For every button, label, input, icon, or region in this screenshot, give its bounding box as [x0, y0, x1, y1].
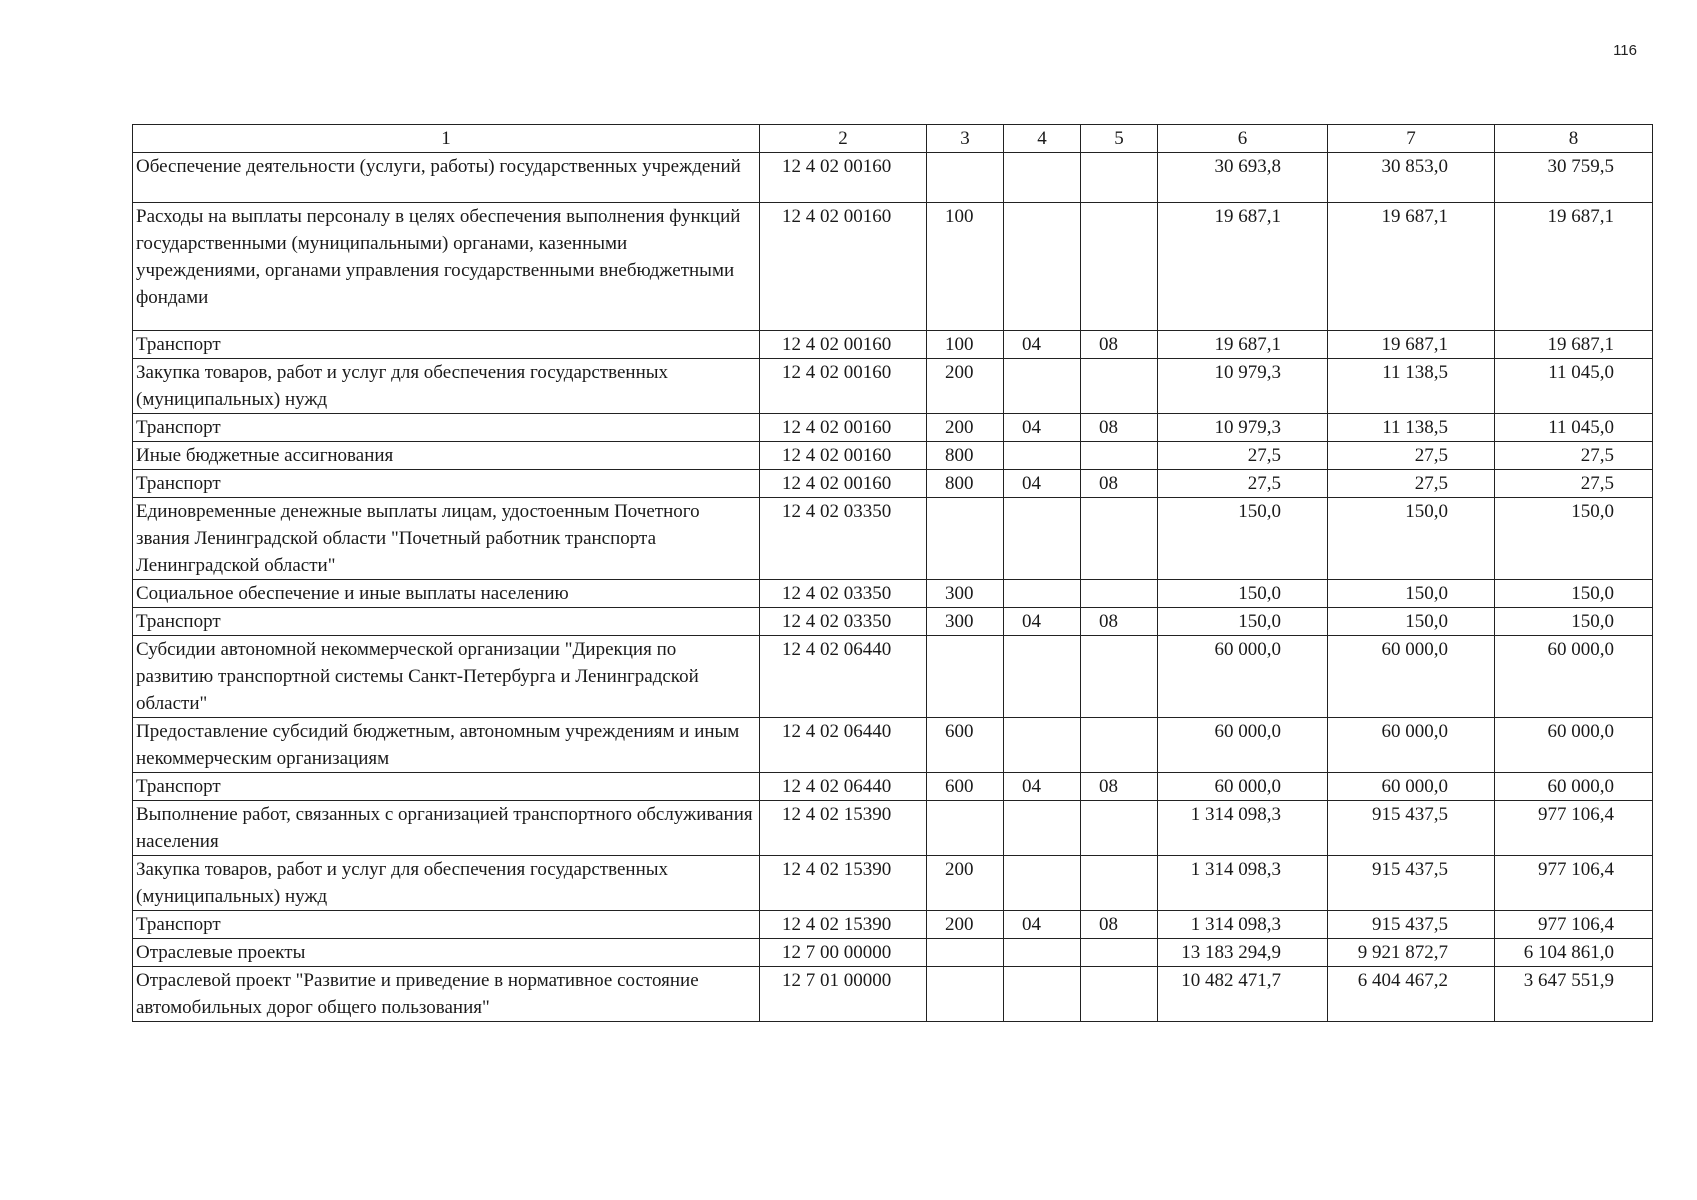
row-col3 — [927, 153, 1004, 203]
row-code: 12 4 02 03350 — [760, 608, 927, 636]
table-body — [133, 125, 1653, 1022]
row-col3 — [927, 498, 1004, 580]
budget-table — [132, 124, 1653, 1022]
row-value-8: 19 687,1 — [1495, 203, 1653, 331]
row-col5: 08 — [1081, 911, 1158, 939]
row-col4 — [1004, 718, 1081, 773]
table-row — [133, 718, 1653, 773]
row-name: Отраслевые проекты — [133, 939, 760, 967]
row-name: Транспорт — [133, 331, 760, 359]
row-code: 12 4 02 00160 — [760, 331, 927, 359]
row-name: Закупка товаров, работ и услуг для обеспечения государственных (муниципальных) нужд — [133, 359, 760, 414]
row-value-8: 3 647 551,9 — [1495, 967, 1653, 1022]
header-cell: 3 — [927, 125, 1004, 153]
row-code: 12 4 02 00160 — [760, 414, 927, 442]
row-value-8: 60 000,0 — [1495, 636, 1653, 718]
table-row — [133, 414, 1653, 442]
row-value-6: 10 482 471,7 — [1158, 967, 1328, 1022]
table-row — [133, 498, 1653, 580]
row-col3 — [927, 636, 1004, 718]
row-value-7: 11 138,5 — [1328, 359, 1495, 414]
row-code: 12 4 02 00160 — [760, 203, 927, 331]
row-value-6: 30 693,8 — [1158, 153, 1328, 203]
row-col3 — [927, 939, 1004, 967]
row-value-7: 60 000,0 — [1328, 718, 1495, 773]
row-value-7: 150,0 — [1328, 608, 1495, 636]
row-value-6: 150,0 — [1158, 608, 1328, 636]
row-col5 — [1081, 442, 1158, 470]
header-cell: 7 — [1328, 125, 1495, 153]
row-col4 — [1004, 856, 1081, 911]
row-col5 — [1081, 153, 1158, 203]
row-code: 12 4 02 00160 — [760, 359, 927, 414]
row-value-7: 11 138,5 — [1328, 414, 1495, 442]
row-value-6: 19 687,1 — [1158, 203, 1328, 331]
row-code: 12 4 02 00160 — [760, 442, 927, 470]
table-row — [133, 773, 1653, 801]
row-col3: 800 — [927, 442, 1004, 470]
row-value-7: 27,5 — [1328, 470, 1495, 498]
row-col4: 04 — [1004, 331, 1081, 359]
row-col3: 200 — [927, 359, 1004, 414]
row-value-8: 150,0 — [1495, 608, 1653, 636]
row-value-7: 60 000,0 — [1328, 773, 1495, 801]
row-value-6: 1 314 098,3 — [1158, 801, 1328, 856]
row-value-6: 27,5 — [1158, 470, 1328, 498]
row-name: Единовременные денежные выплаты лицам, удостоенным Почетного звания Ленинградской области "Почетный работник транспорта Ленинградской области" — [133, 498, 760, 580]
row-value-6: 150,0 — [1158, 498, 1328, 580]
row-value-6: 1 314 098,3 — [1158, 911, 1328, 939]
row-col5: 08 — [1081, 470, 1158, 498]
row-value-8: 11 045,0 — [1495, 359, 1653, 414]
table-row — [133, 608, 1653, 636]
row-col3: 800 — [927, 470, 1004, 498]
row-code: 12 4 02 06440 — [760, 718, 927, 773]
row-col4 — [1004, 636, 1081, 718]
table-row — [133, 856, 1653, 911]
row-value-7: 30 853,0 — [1328, 153, 1495, 203]
row-value-6: 10 979,3 — [1158, 414, 1328, 442]
row-col4: 04 — [1004, 773, 1081, 801]
table-row — [133, 636, 1653, 718]
row-col4: 04 — [1004, 911, 1081, 939]
row-value-8: 27,5 — [1495, 470, 1653, 498]
row-col5 — [1081, 718, 1158, 773]
row-code: 12 4 02 00160 — [760, 470, 927, 498]
row-name: Социальное обеспечение и иные выплаты населению — [133, 580, 760, 608]
row-value-7: 150,0 — [1328, 580, 1495, 608]
row-col5 — [1081, 359, 1158, 414]
row-col4 — [1004, 498, 1081, 580]
row-col5: 08 — [1081, 414, 1158, 442]
table-row — [133, 939, 1653, 967]
row-code: 12 4 02 03350 — [760, 498, 927, 580]
row-col3 — [927, 801, 1004, 856]
row-name: Транспорт — [133, 414, 760, 442]
table-row — [133, 203, 1653, 331]
row-col4 — [1004, 967, 1081, 1022]
header-cell: 6 — [1158, 125, 1328, 153]
row-code: 12 7 01 00000 — [760, 967, 927, 1022]
row-col3: 200 — [927, 414, 1004, 442]
row-code: 12 4 02 00160 — [760, 153, 927, 203]
row-value-7: 6 404 467,2 — [1328, 967, 1495, 1022]
row-code: 12 4 02 15390 — [760, 801, 927, 856]
page-number: 116 — [1613, 42, 1637, 59]
row-value-6: 13 183 294,9 — [1158, 939, 1328, 967]
table-row — [133, 359, 1653, 414]
row-col3: 100 — [927, 203, 1004, 331]
row-col5 — [1081, 801, 1158, 856]
header-cell: 8 — [1495, 125, 1653, 153]
row-value-6: 27,5 — [1158, 442, 1328, 470]
row-value-7: 150,0 — [1328, 498, 1495, 580]
row-value-7: 19 687,1 — [1328, 203, 1495, 331]
row-code: 12 4 02 06440 — [760, 773, 927, 801]
row-value-8: 150,0 — [1495, 498, 1653, 580]
row-col4 — [1004, 359, 1081, 414]
row-value-8: 977 106,4 — [1495, 801, 1653, 856]
row-col3 — [927, 967, 1004, 1022]
header-cell: 5 — [1081, 125, 1158, 153]
row-value-8: 6 104 861,0 — [1495, 939, 1653, 967]
row-value-6: 60 000,0 — [1158, 636, 1328, 718]
row-value-6: 60 000,0 — [1158, 773, 1328, 801]
row-value-7: 9 921 872,7 — [1328, 939, 1495, 967]
row-col3: 300 — [927, 580, 1004, 608]
row-name: Обеспечение деятельности (услуги, работы) государственных учреждений — [133, 153, 760, 203]
row-col4 — [1004, 801, 1081, 856]
row-name: Иные бюджетные ассигнования — [133, 442, 760, 470]
table-row — [133, 153, 1653, 203]
row-col3: 100 — [927, 331, 1004, 359]
row-value-7: 915 437,5 — [1328, 911, 1495, 939]
row-code: 12 4 02 15390 — [760, 911, 927, 939]
row-name: Субсидии автономной некоммерческой организации "Дирекция по развитию транспортной системы Санкт-Петербурга и Ленинградской области" — [133, 636, 760, 718]
row-col5 — [1081, 939, 1158, 967]
row-code: 12 4 02 06440 — [760, 636, 927, 718]
table-row — [133, 442, 1653, 470]
row-col3: 200 — [927, 911, 1004, 939]
row-col3: 600 — [927, 773, 1004, 801]
row-value-7: 19 687,1 — [1328, 331, 1495, 359]
row-col5 — [1081, 856, 1158, 911]
row-name: Закупка товаров, работ и услуг для обеспечения государственных (муниципальных) нужд — [133, 856, 760, 911]
row-col5: 08 — [1081, 608, 1158, 636]
row-col4 — [1004, 153, 1081, 203]
header-cell: 1 — [133, 125, 760, 153]
row-code: 12 7 00 00000 — [760, 939, 927, 967]
row-col4 — [1004, 939, 1081, 967]
table-row — [133, 967, 1653, 1022]
row-value-6: 10 979,3 — [1158, 359, 1328, 414]
row-name: Расходы на выплаты персоналу в целях обеспечения выполнения функций государственными (муниципальными) органами, казенными учреждениями, органами управления государственными внебюджетными фондами — [133, 203, 760, 331]
row-value-6: 60 000,0 — [1158, 718, 1328, 773]
row-col5: 08 — [1081, 773, 1158, 801]
row-value-6: 19 687,1 — [1158, 331, 1328, 359]
row-name: Транспорт — [133, 470, 760, 498]
table-row — [133, 580, 1653, 608]
row-col5 — [1081, 498, 1158, 580]
row-name: Предоставление субсидий бюджетным, автономным учреждениям и иным некоммерческим организациям — [133, 718, 760, 773]
row-value-6: 1 314 098,3 — [1158, 856, 1328, 911]
row-col3: 300 — [927, 608, 1004, 636]
row-value-8: 150,0 — [1495, 580, 1653, 608]
row-value-8: 977 106,4 — [1495, 911, 1653, 939]
row-code: 12 4 02 15390 — [760, 856, 927, 911]
row-name: Транспорт — [133, 911, 760, 939]
row-name: Транспорт — [133, 773, 760, 801]
row-col3: 200 — [927, 856, 1004, 911]
table-header-row — [133, 125, 1653, 153]
row-name: Транспорт — [133, 608, 760, 636]
row-col5 — [1081, 580, 1158, 608]
row-col5 — [1081, 636, 1158, 718]
row-col4: 04 — [1004, 608, 1081, 636]
row-value-7: 915 437,5 — [1328, 801, 1495, 856]
row-col4 — [1004, 580, 1081, 608]
row-value-6: 150,0 — [1158, 580, 1328, 608]
table-row — [133, 911, 1653, 939]
row-col5 — [1081, 967, 1158, 1022]
row-col3: 600 — [927, 718, 1004, 773]
row-col4 — [1004, 203, 1081, 331]
table-row — [133, 801, 1653, 856]
row-value-8: 60 000,0 — [1495, 718, 1653, 773]
header-cell: 4 — [1004, 125, 1081, 153]
row-code: 12 4 02 03350 — [760, 580, 927, 608]
row-value-8: 977 106,4 — [1495, 856, 1653, 911]
table-row — [133, 331, 1653, 359]
row-name: Отраслевой проект "Развитие и приведение в нормативное состояние автомобильных дорог общего пользования" — [133, 967, 760, 1022]
row-col5: 08 — [1081, 331, 1158, 359]
row-value-8: 27,5 — [1495, 442, 1653, 470]
row-value-7: 915 437,5 — [1328, 856, 1495, 911]
row-col5 — [1081, 203, 1158, 331]
row-value-7: 60 000,0 — [1328, 636, 1495, 718]
table-row — [133, 470, 1653, 498]
row-value-7: 27,5 — [1328, 442, 1495, 470]
row-name: Выполнение работ, связанных с организацией транспортного обслуживания населения — [133, 801, 760, 856]
row-value-8: 19 687,1 — [1495, 331, 1653, 359]
header-cell: 2 — [760, 125, 927, 153]
row-value-8: 60 000,0 — [1495, 773, 1653, 801]
row-col4: 04 — [1004, 470, 1081, 498]
row-col4 — [1004, 442, 1081, 470]
row-value-8: 11 045,0 — [1495, 414, 1653, 442]
row-col4: 04 — [1004, 414, 1081, 442]
row-value-8: 30 759,5 — [1495, 153, 1653, 203]
